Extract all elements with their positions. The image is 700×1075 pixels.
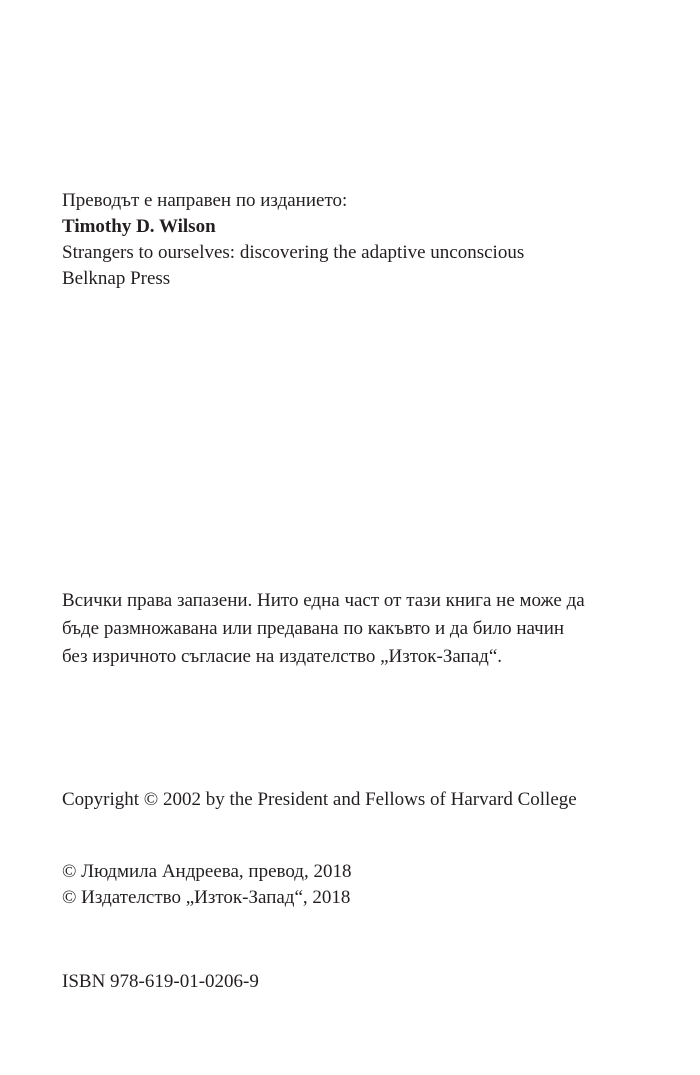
original-title: Strangers to ourselves: discovering the adaptive unconscious (62, 242, 525, 263)
rights-line-1: Всички права запазени. Нито една част от тази книга не може да (62, 590, 585, 611)
original-author: Timothy D. Wilson (62, 216, 216, 237)
publisher-copyright-line: © Издателство „Изток-Запад“, 2018 (62, 887, 351, 908)
original-edition-info (62, 188, 638, 292)
original-copyright-line: Copyright © 2002 by the President and Fellows of Harvard College (62, 789, 577, 810)
original-copyright (62, 787, 638, 813)
original-publisher: Belknap Press (62, 268, 171, 289)
translation-source-intro: Преводът е направен по изданието: (62, 190, 348, 211)
rights-line-3: без изричното съгласие на издателство „Изток-Запад“. (62, 646, 502, 667)
isbn-section (62, 969, 638, 995)
translation-copyright-line: © Людмила Андреева, превод, 2018 (62, 861, 352, 882)
translation-copyrights (62, 859, 638, 911)
rights-notice (62, 587, 638, 671)
isbn-number: ISBN 978-619-01-0206-9 (62, 971, 259, 992)
rights-line-2: бъде размножавана или предавана по какъвто и да било начин (62, 618, 565, 639)
